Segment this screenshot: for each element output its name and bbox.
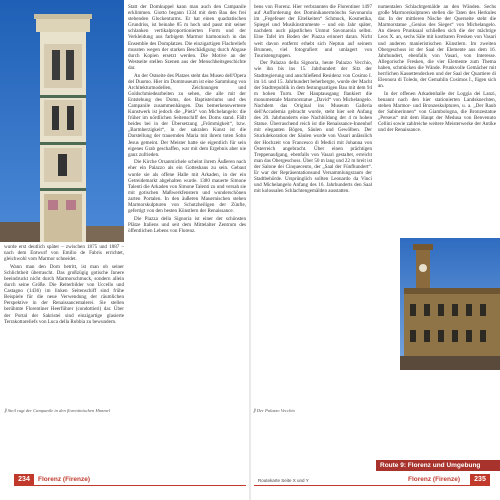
paragraph: bens von Florenz. Hier verbrannten die Florentiner 1497 auf Aufforderung des Dominikanermönchs Savonarola im „Fegefeuer der Eitelkeiten“ Schmuck, Kosmetika, Spiegel und Musikinstrumente – und ein Jahr später, nachdem auch päpstlichen Unmut Savonarola selbst. Eine Tafel im Boden der Piazza erinnert daran. Nicht weit davon entfernt erhebt sich Neptun auf seinem Brunnen, viel fotografiert und umlagert von Touristengruppen. <box>254 4 372 59</box>
campanile-illustration <box>0 0 124 242</box>
palazzo-illustration <box>400 238 500 370</box>
text-column-4 <box>378 4 496 234</box>
footer-rule-left <box>14 485 246 486</box>
footer-title-left: Florenz (Firenze) <box>38 476 91 483</box>
page-number-left: 234 <box>14 474 34 486</box>
paragraph: An der Ostseite des Platzes steht das Museo dell'Opera del Duomo. Hier im Dommuseum ist eine Sammlung von Architekturmodellen, Zeichnungen und Goldschmiedearbeiten zu sehen, die alle mit der Entstehung des Doms, des Baptisteriums und des Campanile zusammenhängen. Das bemerkenswerteste Kunstwerk ist jedoch die „Pietà“ von Michelangelo: die früher im nördlichen Seitenschiff des Doms stand. Fällt beides bei in der Übersetzung „Frömmigkeit“, bzw. „Barmherzigkeit“, in der sakralen Kunst ist die Darstellung der trauernden Maria mit ihrem toten Sohn Jesus gemeint. Der Meister hatte sie eigentlich für sein eigenes Grab geschaffen, war mit dem Ergebnis aber nie ganz zufrieden. <box>128 72 246 158</box>
text-column-1 <box>4 244 124 404</box>
text-column-3 <box>254 4 372 404</box>
page-number-right: 235 <box>470 474 490 486</box>
paragraph: Wann man den Dom betritt, ist man ob seiner Schlichtheit überrascht. Das großzügig gotische Innere beeindruckt nicht durch Marmorschmuck, sondern allein durch seine Größe. Die Reiterbilder von Uccello und Castagno (1436) im linken Seitenschiff sind frühe Beispiele für die neue Verwendung der räumlichen Perspektive in der Renaissancemalerei. Sie stellen berühmte Florentiner Heerführer (condottieri) dar. Über der Portal der Sakristei sind einzigartige glasierte Terrakottareliefs von Luca della Robbia zu bewundern. <box>4 263 124 325</box>
palazzo-vecchio-photo <box>400 238 500 370</box>
running-center: Routekarte Seite X und Y <box>258 478 309 483</box>
campanile-caption: ⟫ Steil ragt der Campanile in den florentinischen Himmel <box>4 408 110 413</box>
paragraph: Die Piazza della Signoria ist einer der schönsten Plätze Italiens und seit dem Mittelalter Zentrum des öffentlichen Lebens von Florenz. <box>128 215 246 234</box>
footer-rule-right <box>254 485 486 486</box>
text-column-2 <box>128 4 246 456</box>
paragraph: wurde erst deutlich später – zwischen 1875 und 1887 – nach dem Entwurf von Emilio de Fabris errichtet, gleichwohl vom Marmor schneidet. <box>4 244 124 263</box>
paragraph: In der offenen Arkadenhalle der Loggia dei Lanzi, benannt nach den hier stationierten Landsknechten, stehen Marmor- und Bronzeskulpturen, u. a. „Der Raub der Sabinerinnen“ von Giambologna, die Bronzestatue „Perseus“ mit dem Haupt der Medusa von Benvenuto Cellini sowie zahlreiche weitere Meisterwerke der Antike und der Renaissance. <box>378 90 496 134</box>
palazzo-caption: ⟫ Der Palazzo Vecchio <box>253 408 295 413</box>
route-bar: Route 9: Florenz und Umgebung <box>376 460 500 471</box>
campanile-photo <box>0 0 124 242</box>
paragraph: numentalen Schlachtgemälde an den Wänden. Sechs große Marmorskulpturen stellen die Taten des Herkules dar. In der mittleren Nische der Querseite steht die Marmorstatue „Genius des Sieges“ von Michelangelo. An diesen Prunksaal schließen sich die der mächtige Leos X. an, sechs Säle mit kostbaren Fresken von Vasari und anderen manieristischen Künstlern. Im zweiten Obergeschoss ist der Saal der Elemente aus dem 16. Jahrhundert, ebenfalls von Vasari, von Interesse. Allegorische Fresken, die vier Elemente zum Thema haben, schmücken die Wände. Prunkvolle Gemächer mit herrlichen Kassettendecken und der Saal der Quartiere di Eleonora di Toledo, der Gemahlin Cosimos I., fügen sich an. <box>378 4 496 90</box>
paragraph: Die Kirche Orsanmichele scheint ihrem Äußeren nach eher ein Palazzo als ein Gotteshaus zu sein. Gebaut wurde sie als offene Halle mit Arkaden, in der ein Getreidemarkt abgehalten wurde. 1380 mauerte Simone Talenti die Arkaden von Simone Talenti zu und versah sie mit gotischen Maßwerkfenstern und wunderschönen zarten Portalen. In den äußeren Mauernischen stehen Marmorskulpturen von Schutzheiligen der Zünfte, gefertigt von den besten Künstlern der Renaissance. <box>128 159 246 215</box>
paragraph: Der Palazzo della Signoria, heute Palazzo Vecchio, wie ihn bis ins 15. Jahrhundert der Sitz der Stadtregierung und anschließend Residenz von Cosimo I. im 14. und 15. Jahrhundert beherbergte, wurde der Macht der Stadtrepublik in dem festungsartigen Bau mit dem 94 m hohen Turm. Der Hauptausgang flankiert die monumentale Marmorstatue „David“ von Michelangelo. Nachdem das Original ins Museum Galleria dell'Accademia gebracht wurde, steht hier seit Anfang des 20. Jahrhunderts eine Nachbildung der 4 m hohen Statue. Überraschend reich ist die Renaissance-Innenhof mit eleganten Bögen, Säulen und Gewölben. Der Stuckdekoration der Säulen wurde von Vasari anlässlich der Hochzeit von Francesco di Medici mit Johanna von Österreich angebracht. Über einen prächtigen Treppenaufgang, ebenfalls von Vasari gestaltet, erreicht man das Obergeschoss. Über 50 m lang und 22 m breit ist der Salone dei Cinquecento, der „Saal der Fünfhundert“. Er war der Repräsentationsund Versammlungsraum der Stadtbehörde. Ursprünglich sollten Leonardo da Vinci und Michelangelo Anfang des 16. Jahrhunderts den Saal mit kolossalen Schlachtengemälden ausstatten. <box>254 60 372 195</box>
paragraph: Statt der Domkuppel kann man auch den Campanile erklimmen. Giotto begann 1334 mit dem Bau des frei stehenden Glockenturms. Er hat einen quadratischen Grundriss, ist beinahe 85 m hoch und passt mit seiner schlanken vertikalproportionierten Form und der Verkleidung aus farbigem Marmor harmonisch in das Ensemble des Domplatzes. Die einzigartigen Flachreliefs mussten wegen der starken Beschädigung durch Abgase durch Kopien ersetzt werden. Die Motive an der Westseite stellen Szenen aus der Menschheitsgeschichte dar. <box>128 4 246 71</box>
footer-title-right: Florenz (Firenze) <box>408 476 461 483</box>
book-spine <box>249 0 251 500</box>
